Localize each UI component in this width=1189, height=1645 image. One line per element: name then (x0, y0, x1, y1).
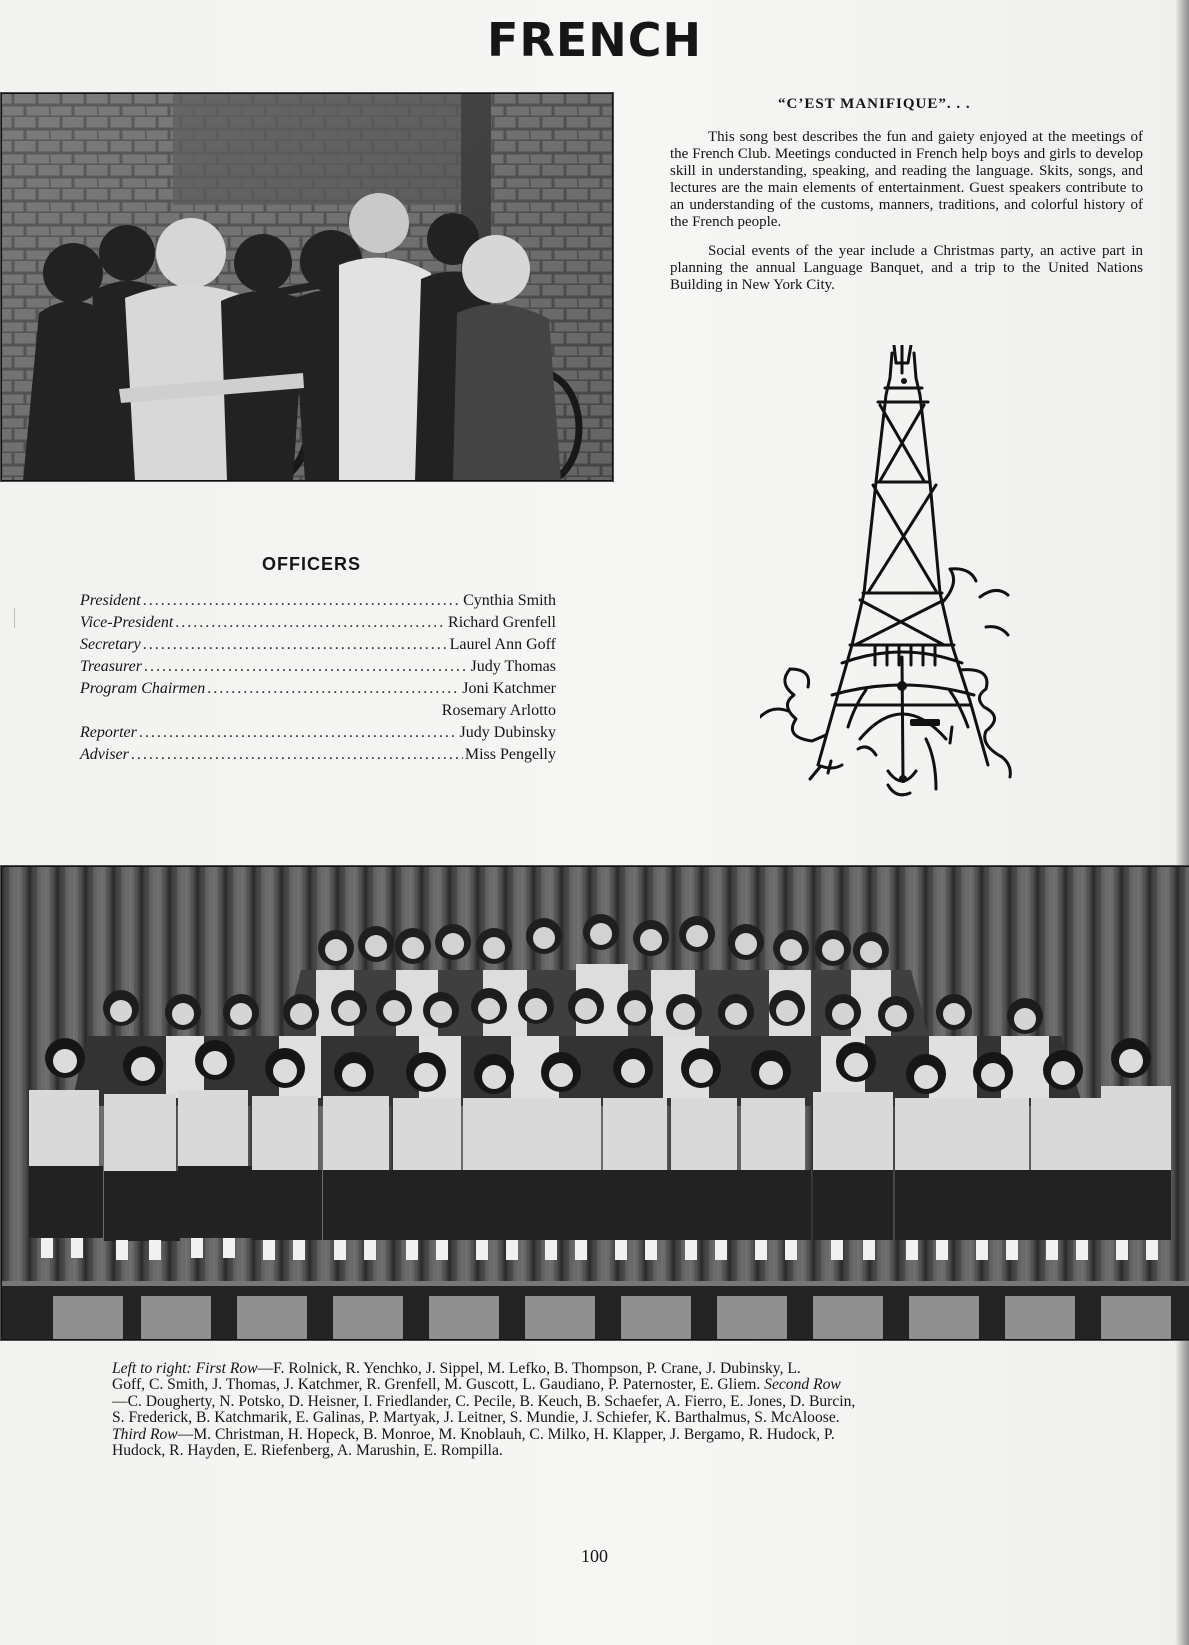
officer-row-program-chairmen (80, 678, 556, 700)
officer-row-president (80, 590, 556, 612)
officers-heading: OFFICERS (262, 554, 362, 574)
officer-role: Reporter (80, 724, 137, 741)
caption-text: Hudock, R. Hayden, E. Riefenberg, A. Marushin, E. Rompilla. (112, 1442, 503, 1460)
page-edge-shadow (1175, 0, 1189, 1645)
group-photo-icon (1, 866, 1189, 1340)
caption-line (112, 1427, 1118, 1443)
leader-dots (143, 590, 461, 612)
officer-name: Joni Katchmer (462, 680, 556, 697)
officer-row-adviser (80, 744, 556, 766)
group-photo-caption (112, 1361, 1118, 1459)
article-heading: “C’EST MANIFIQUE”. . . (778, 96, 971, 112)
leader-dots (143, 634, 448, 656)
group-photo (0, 865, 1189, 1341)
caption-text: —C. Dougherty, N. Potsko, D. Heisner, I. Friedlander, C. Pecile, B. Keuch, B. Schaefer, A. Fierro, E. Jones, D. Burcin, (112, 1392, 856, 1410)
officer-row-vice-president (80, 612, 556, 634)
officer-row-secretary (80, 634, 556, 656)
officer-role: Program Chairmen (80, 680, 206, 697)
program-chairman-extra-name: Rosemary Arlotto (441, 702, 556, 719)
officer-name: Cynthia Smith (463, 592, 556, 609)
officer-name: Miss Pengelly (464, 746, 556, 763)
officer-role: Vice-President (80, 614, 174, 631)
officer-name: Richard Grenfell (448, 614, 556, 631)
officer-name: Judy Dubinsky (459, 724, 556, 741)
caption-text: S. Frederick, B. Katchmarik, E. Galinas, P. Martyak, J. Leitner, S. Mundie, J. Schiefer, K. Barthalmus, S. McAloose. (112, 1409, 840, 1427)
caption-line (112, 1410, 1118, 1426)
leader-dots (131, 744, 463, 766)
caption-lead: Left to right: First Row (112, 1360, 258, 1377)
caption-lead: Second Row (764, 1376, 841, 1394)
officer-row-reporter (80, 722, 556, 744)
officer-role: Adviser (80, 746, 129, 763)
officer-name: Judy Thomas (470, 658, 556, 675)
officer-row-treasurer (80, 656, 556, 678)
caption-text: Goff, C. Smith, J. Thomas, J. Katchmer, R. Grenfell, M. Guscott, L. Gaudiano, P. Paternoster, E. Gliem. (112, 1376, 765, 1394)
scan-mark (14, 608, 15, 628)
article-body (670, 129, 1143, 306)
officer-role: Secretary (80, 636, 141, 653)
leader-dots (144, 656, 469, 678)
page-number: 100 (581, 1546, 608, 1566)
caption-text: —M. Christman, H. Hopeck, B. Monroe, M. Knoblauh, C. Milko, H. Klapper, J. Bergamo, R. Hudock, P. (177, 1425, 835, 1443)
caption-line (112, 1377, 1118, 1393)
officer-role: President (80, 592, 141, 609)
leader-dots (175, 612, 446, 634)
leader-dots (139, 722, 458, 744)
club-photo-icon (1, 93, 613, 481)
article-paragraph: Social events of the year include a Christmas party, an active part in planning the annual Language Banquet, and a trip to the United Nations Building in New York City. (670, 243, 1143, 293)
caption-line (112, 1443, 1118, 1459)
page-title: FRENCH (486, 13, 703, 67)
caption-line (112, 1361, 1118, 1377)
officers-list (80, 590, 556, 766)
caption-lead: Third Row (112, 1425, 178, 1443)
leader-dots (207, 678, 460, 700)
caption-line (112, 1394, 1118, 1410)
club-photo (0, 92, 614, 482)
article-paragraph: This song best describes the fun and gaiety enjoyed at the meetings of the French Club. Meetings conducted in French help boys and girls to develop skill in understanding, speaking, and reading the language. Skits, songs, and lectures are the main elements of entertainment. Guest speakers contribute to an understanding of the customs, manners, traditions, and colorful history of the French people. (670, 129, 1143, 230)
caption-text: —F. Rolnick, R. Yenchko, J. Sippel, M. Lefko, B. Thompson, P. Crane, J. Dubinsky, L. (257, 1360, 801, 1377)
officer-name: Laurel Ann Goff (449, 636, 556, 653)
eiffel-tower-icon (760, 345, 1040, 845)
officer-role: Treasurer (80, 658, 142, 675)
